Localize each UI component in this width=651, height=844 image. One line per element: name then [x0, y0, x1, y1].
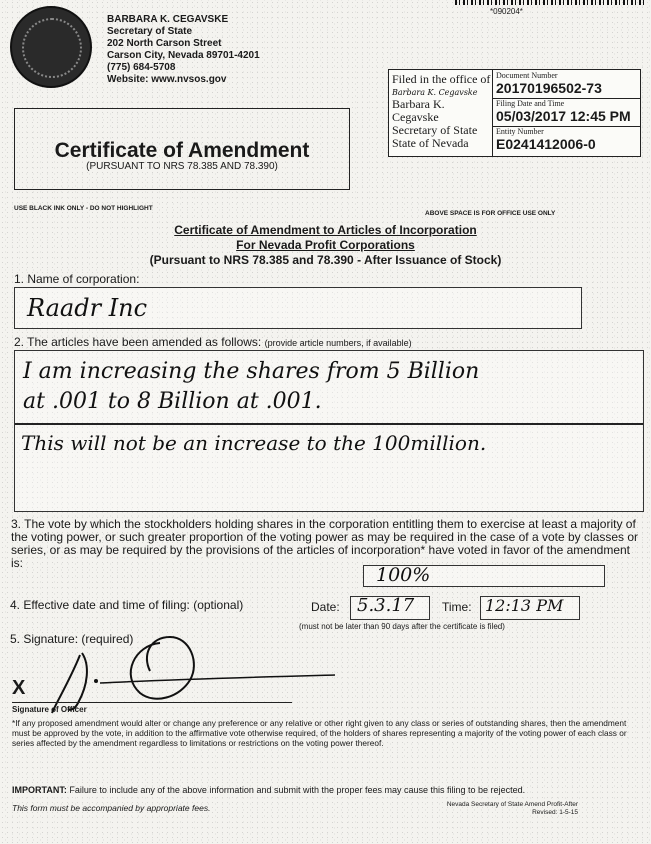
certificate-title: Certificate of Amendment [54, 139, 310, 162]
effective-time-field[interactable] [480, 596, 580, 620]
secretary-of-state-address [107, 14, 260, 86]
amendment-label-text: 2. The articles have been amended as follows: [14, 335, 262, 349]
amendment-line2: at .001 to 8 Billion at .001. [23, 389, 322, 414]
effective-date-label: 4. Effective date and time of filing: (optional) [10, 598, 244, 612]
signature-x-mark: X [12, 677, 26, 699]
filed-signature: Barbara K. Cegavske [392, 88, 478, 97]
filed-in-office: Filed in the office of [392, 72, 491, 86]
fees-note: This form must be accompanied by appropriate fees. [12, 803, 211, 813]
entity-number: E0241412006-0 [496, 136, 596, 152]
sos-phone: (775) 684-5708 [107, 62, 176, 73]
sos-name: BARBARA K. CEGAVSKE [107, 14, 229, 25]
filing-date-label: Filing Date and Time [496, 99, 565, 108]
amendment-line1: I am increasing the shares from 5 Billion [23, 359, 480, 384]
signature-line [12, 702, 292, 703]
entity-number-label: Entity Number [496, 127, 544, 136]
nevada-state-seal [10, 6, 92, 88]
sos-title: Secretary of State [107, 26, 193, 37]
office-use-note: ABOVE SPACE IS FOR OFFICE USE ONLY [425, 210, 556, 217]
amendment-line3: This will not be an increase to the 100million. [21, 431, 487, 455]
ink-note: USE BLACK INK ONLY - DO NOT HIGHLIGHT [14, 205, 153, 212]
filed-state: State of Nevada [392, 136, 469, 150]
form-revised: Revised: 1-5-15 [532, 809, 578, 816]
amendment-label [14, 335, 412, 349]
form-name: Nevada Secretary of State Amend Profit-After [446, 801, 578, 808]
barcode-number: *090204* [490, 7, 523, 16]
filing-numbers [492, 70, 641, 156]
filed-sos-title: Secretary of State [392, 123, 478, 137]
sos-city: Carson City, Nevada 89701-4201 [107, 50, 260, 61]
footnote: *If any proposed amendment would alter or change any preference or any relative or other right given to any class or series of outstanding shares, then the amendment must be approved by the vote, in addition to the affirmative vote otherwise required, of the holders of shares representing a majority of the voting power of each class or series affected by the amendment regardless to limitations or restrictions on the voting power thereof. [12, 718, 627, 748]
filed-office-text [392, 73, 492, 150]
sos-website: Website: www.nvsos.gov [107, 74, 227, 85]
vote-percentage: 100% [376, 564, 431, 586]
sos-street: 202 North Carson Street [107, 38, 222, 49]
important-text: Failure to include any of the above information and submit with the proper fees may cause this filing to be rejected. [66, 785, 526, 795]
filing-date: 05/03/2017 12:45 PM [496, 108, 631, 124]
entity-number-cell [493, 126, 641, 156]
signature-of-officer-label: Signature of Officer [12, 705, 87, 714]
form-heading-line1: Certificate of Amendment to Articles of Incorporation [174, 223, 477, 237]
barcode [455, 0, 645, 5]
form-identifier [443, 801, 578, 817]
corporation-name-field[interactable] [14, 287, 582, 329]
document-number-label: Document Number [496, 71, 558, 80]
date-limit-note: (must not be later than 90 days after the certificate is filed) [299, 622, 505, 631]
important-label: IMPORTANT: [12, 785, 67, 795]
amendment-hint: (provide article numbers, if available) [264, 338, 412, 348]
certificate-subtitle: (PURSUANT TO NRS 78.385 AND 78.390) [86, 161, 278, 172]
form-heading-line3: (Pursuant to NRS 78.385 and 78.390 - After Issuance of Stock) [149, 253, 502, 267]
corporation-name-label: 1. Name of corporation: [14, 272, 140, 286]
document-number-cell [493, 70, 641, 99]
document-number: 20170196502-73 [496, 80, 602, 96]
effective-date-field[interactable] [350, 596, 430, 620]
important-note [12, 785, 642, 795]
time-label: Time: [442, 600, 472, 614]
handwritten-divider [15, 423, 643, 425]
vote-question: 3. The vote by which the stockholders holding shares in the corporation entitling them to exercise at least a majority of the voting power, or such greater proportion of the voting power as may be required in the case of a vote by classes or series, or as may be required by the provisions of the articles of incorporation* have voted in favor of the amendment is: [11, 517, 639, 570]
filing-date-cell [493, 98, 641, 127]
filed-sos-name: Barbara K. Cegavske [392, 97, 445, 124]
certificate-title-box [14, 108, 350, 190]
filing-stamp-box [388, 69, 641, 157]
vote-percentage-field[interactable] [363, 565, 605, 587]
date-label: Date: [311, 600, 340, 614]
amendment-text-field[interactable] [14, 350, 644, 512]
corporation-name-value: Raadr Inc [27, 294, 148, 322]
signature-label: 5. Signature: (required) [10, 632, 134, 646]
form-heading-line2: For Nevada Profit Corporations [236, 238, 415, 252]
effective-time-value: 12:13 PM [485, 596, 564, 615]
effective-date-value: 5.3.17 [357, 595, 415, 616]
